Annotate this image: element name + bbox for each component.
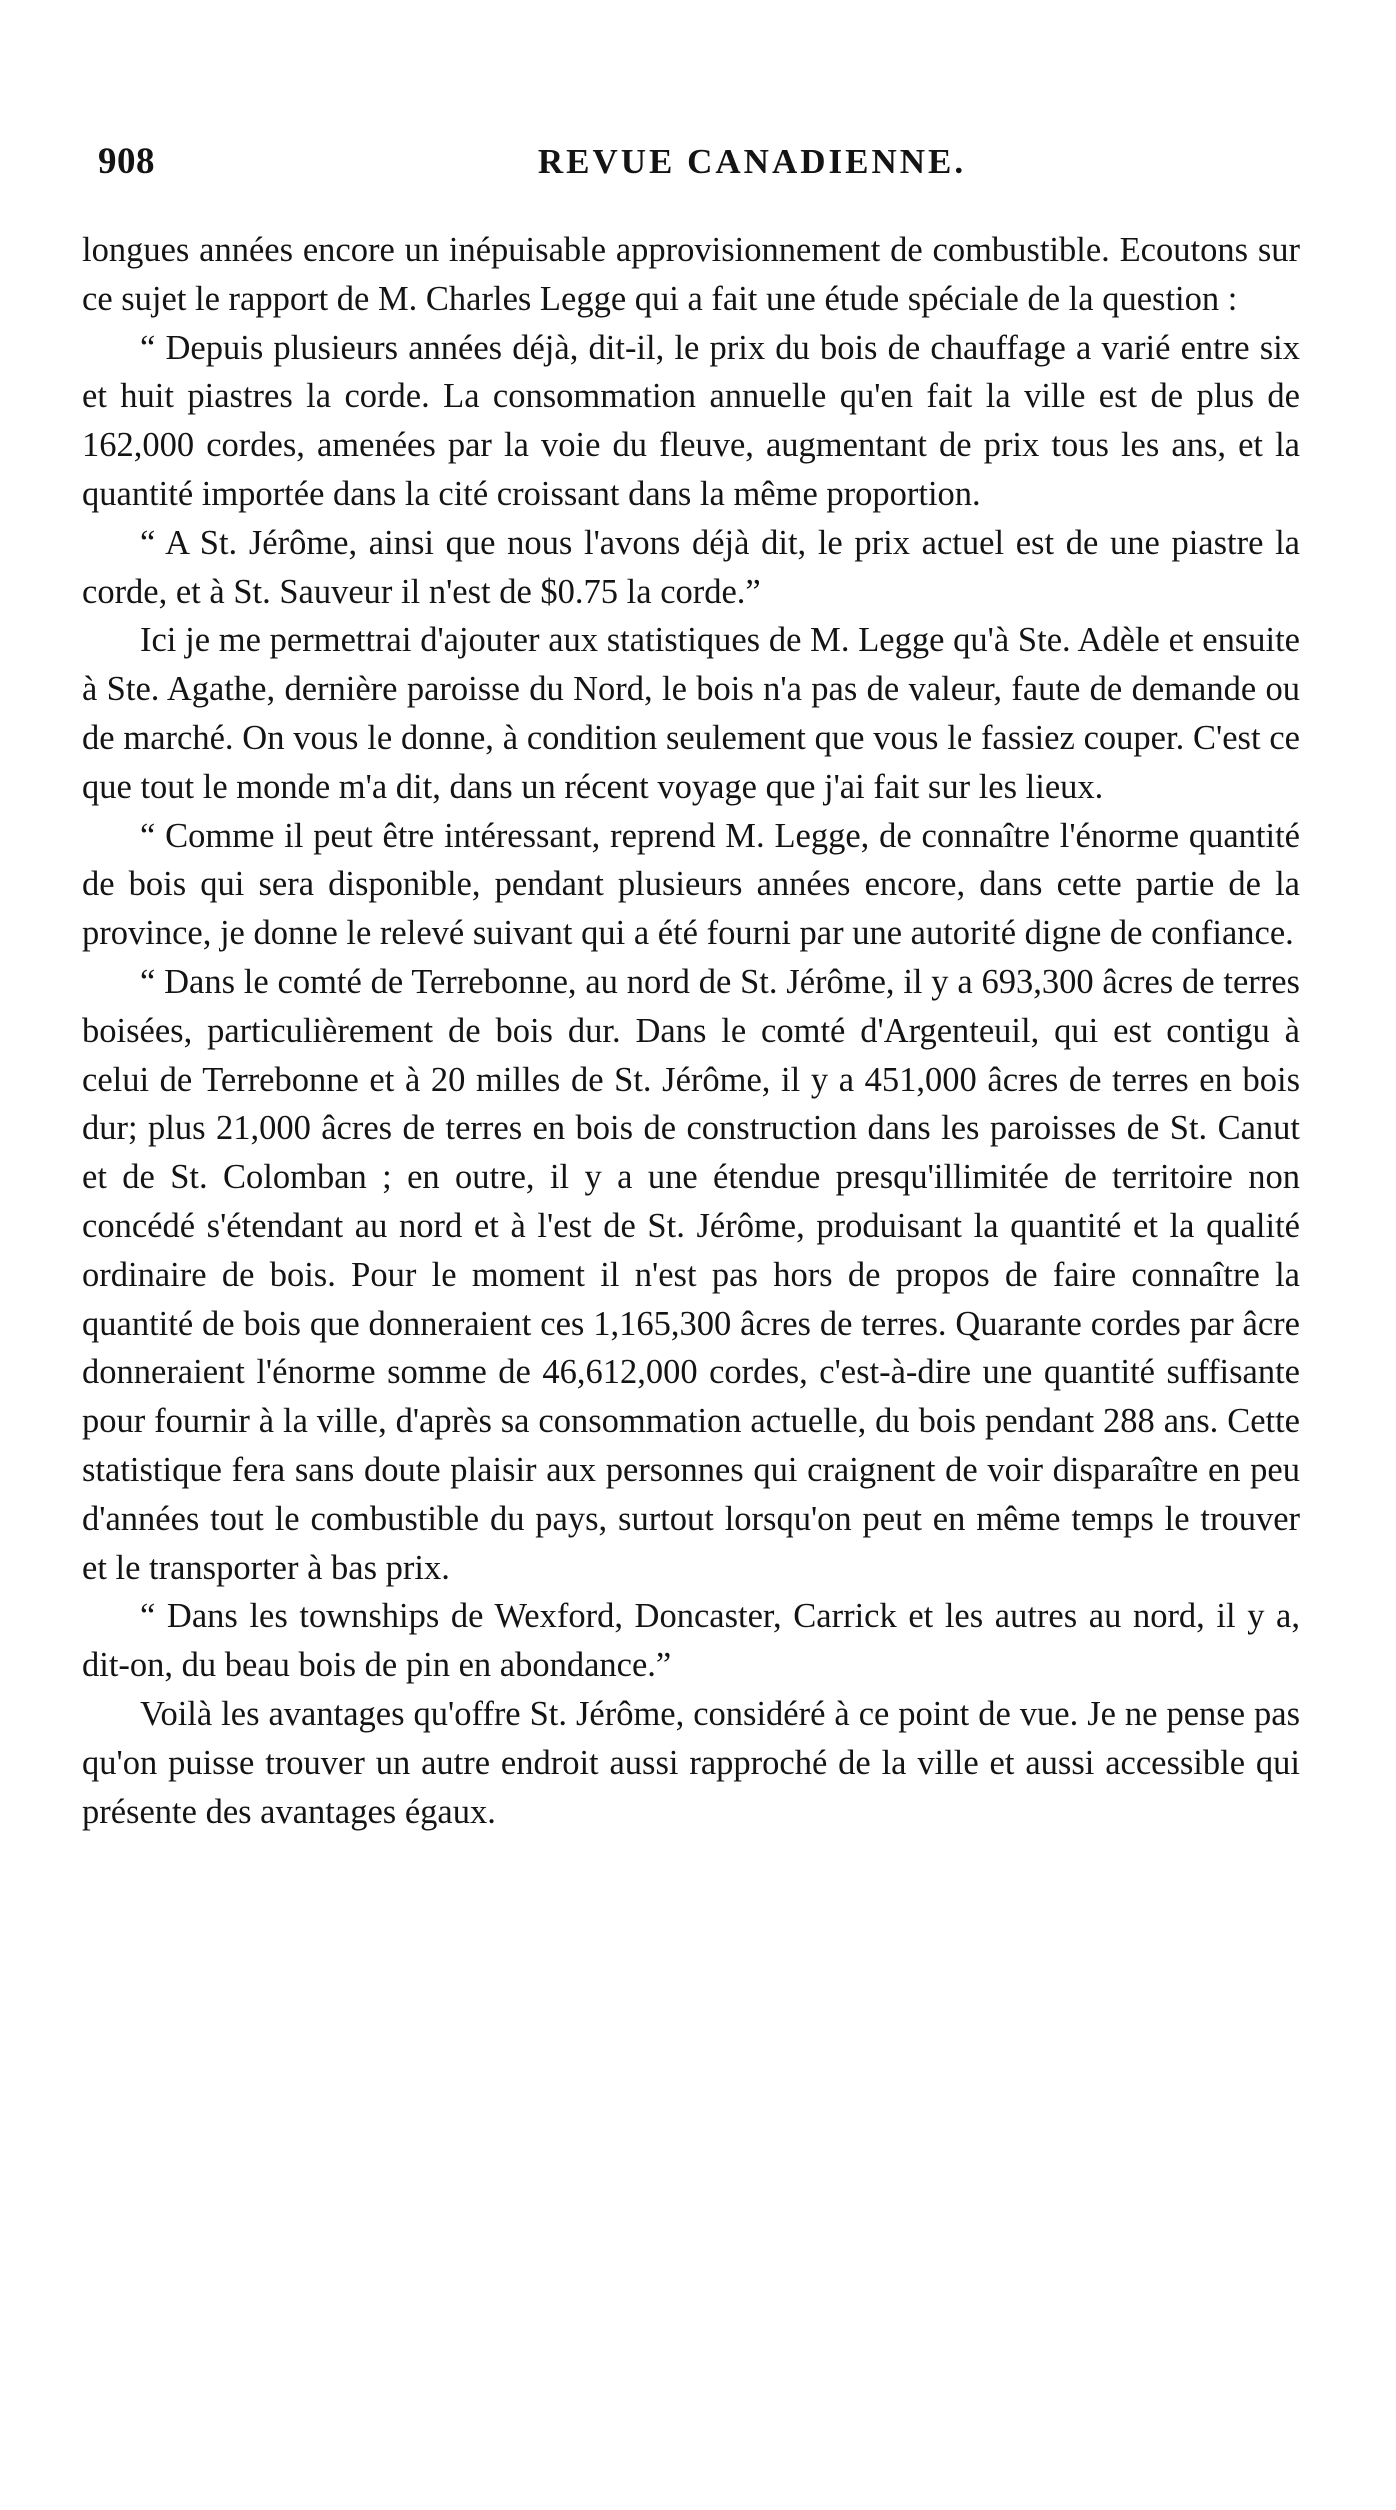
paragraph: Ici je me permettrai d'ajouter aux statistiques de M. Legge qu'à Ste. Adèle et ensuite à Ste. Agathe, dernière paroisse du Nord, le bois n'a pas de valeur, faute de demande ou de marché. On vous le donne, à condition seulement que vous le fassiez couper. C'est ce que tout le monde m'a dit, dans un récent voyage que j'ai fait sur les lieux. [82, 621, 1300, 806]
paragraph: “ Comme il peut être intéressant, reprend M. Legge, de connaître l'énorme quantité de bois qui sera disponible, pendant plusieurs années encore, dans cette partie de la province, je donne le relevé suivant qui a été fourni par une autorité digne de confiance. [82, 816, 1300, 953]
page-header [82, 140, 1302, 200]
page-number: 908 [98, 141, 155, 182]
paragraph: “ A St. Jérôme, ainsi que nous l'avons déjà dit, le prix actuel est de une piastre la corde, et à St. Sauveur il n'est de $0.75 la corde.” [82, 523, 1300, 611]
paragraph: Voilà les avantages qu'offre St. Jérôme, considéré à ce point de vue. Je ne pense pas qu'on puisse trouver un autre endroit aussi rapproché de la ville et aussi accessible qui présente des avantages égaux. [82, 1694, 1300, 1831]
paragraph: “ Dans le comté de Terrebonne, au nord de St. Jérôme, il y a 693,300 âcres de terres boisées, particulièrement de bois dur. Dans le comté d'Argenteuil, qui est contigu à celui de Terrebonne et à 20 milles de St. Jérôme, il y a 451,000 âcres de terres en bois dur; plus 21,000 âcres de terres en bois de construction dans les paroisses de St. Canut et de St. Colomban ; en outre, il y a une étendue presqu'illimitée de territoire non concédé s'étendant au nord et à l'est de St. Jérôme, produisant la quantité et la qualité ordinaire de bois. Pour le moment il n'est pas hors de propos de faire connaître la quantité de bois que donneraient ces 1,165,300 âcres de terres. Quarante cordes par âcre donneraient l'énorme somme de 46,612,000 cordes, c'est-à-dire une quantité suffisante pour fournir à la ville, d'après sa consommation actuelle, du bois pendant 288 ans. Cette statistique fera sans doute plaisir aux personnes qui craignent de voir disparaître en peu d'années tout le combustible du pays, surtout lorsqu'on peut en même temps le trouver et le transporter à bas prix. [82, 962, 1300, 1587]
paragraph: “ Depuis plusieurs années déjà, dit-il, le prix du bois de chauffage a varié entre six et huit piastres la corde. La consommation annuelle qu'en fait la ville est de plus de 162,000 cordes, amenées par la voie du fleuve, augmentant de prix tous les ans, et la quantité importée dans la cité croissant dans la même proportion. [82, 328, 1300, 513]
running-title: REVUE CANADIENNE. [537, 142, 967, 181]
paragraph: longues années encore un inépuisable approvisionnement de combustible. Ecoutons sur ce sujet le rapport de M. Charles Legge qui a fait une étude spéciale de la question : [82, 231, 1300, 318]
body-text [82, 226, 1300, 1836]
paragraph: “ Dans les townships de Wexford, Doncaster, Carrick et les autres au nord, il y a, dit-on, du beau bois de pin en abondance.” [82, 1597, 1300, 1685]
